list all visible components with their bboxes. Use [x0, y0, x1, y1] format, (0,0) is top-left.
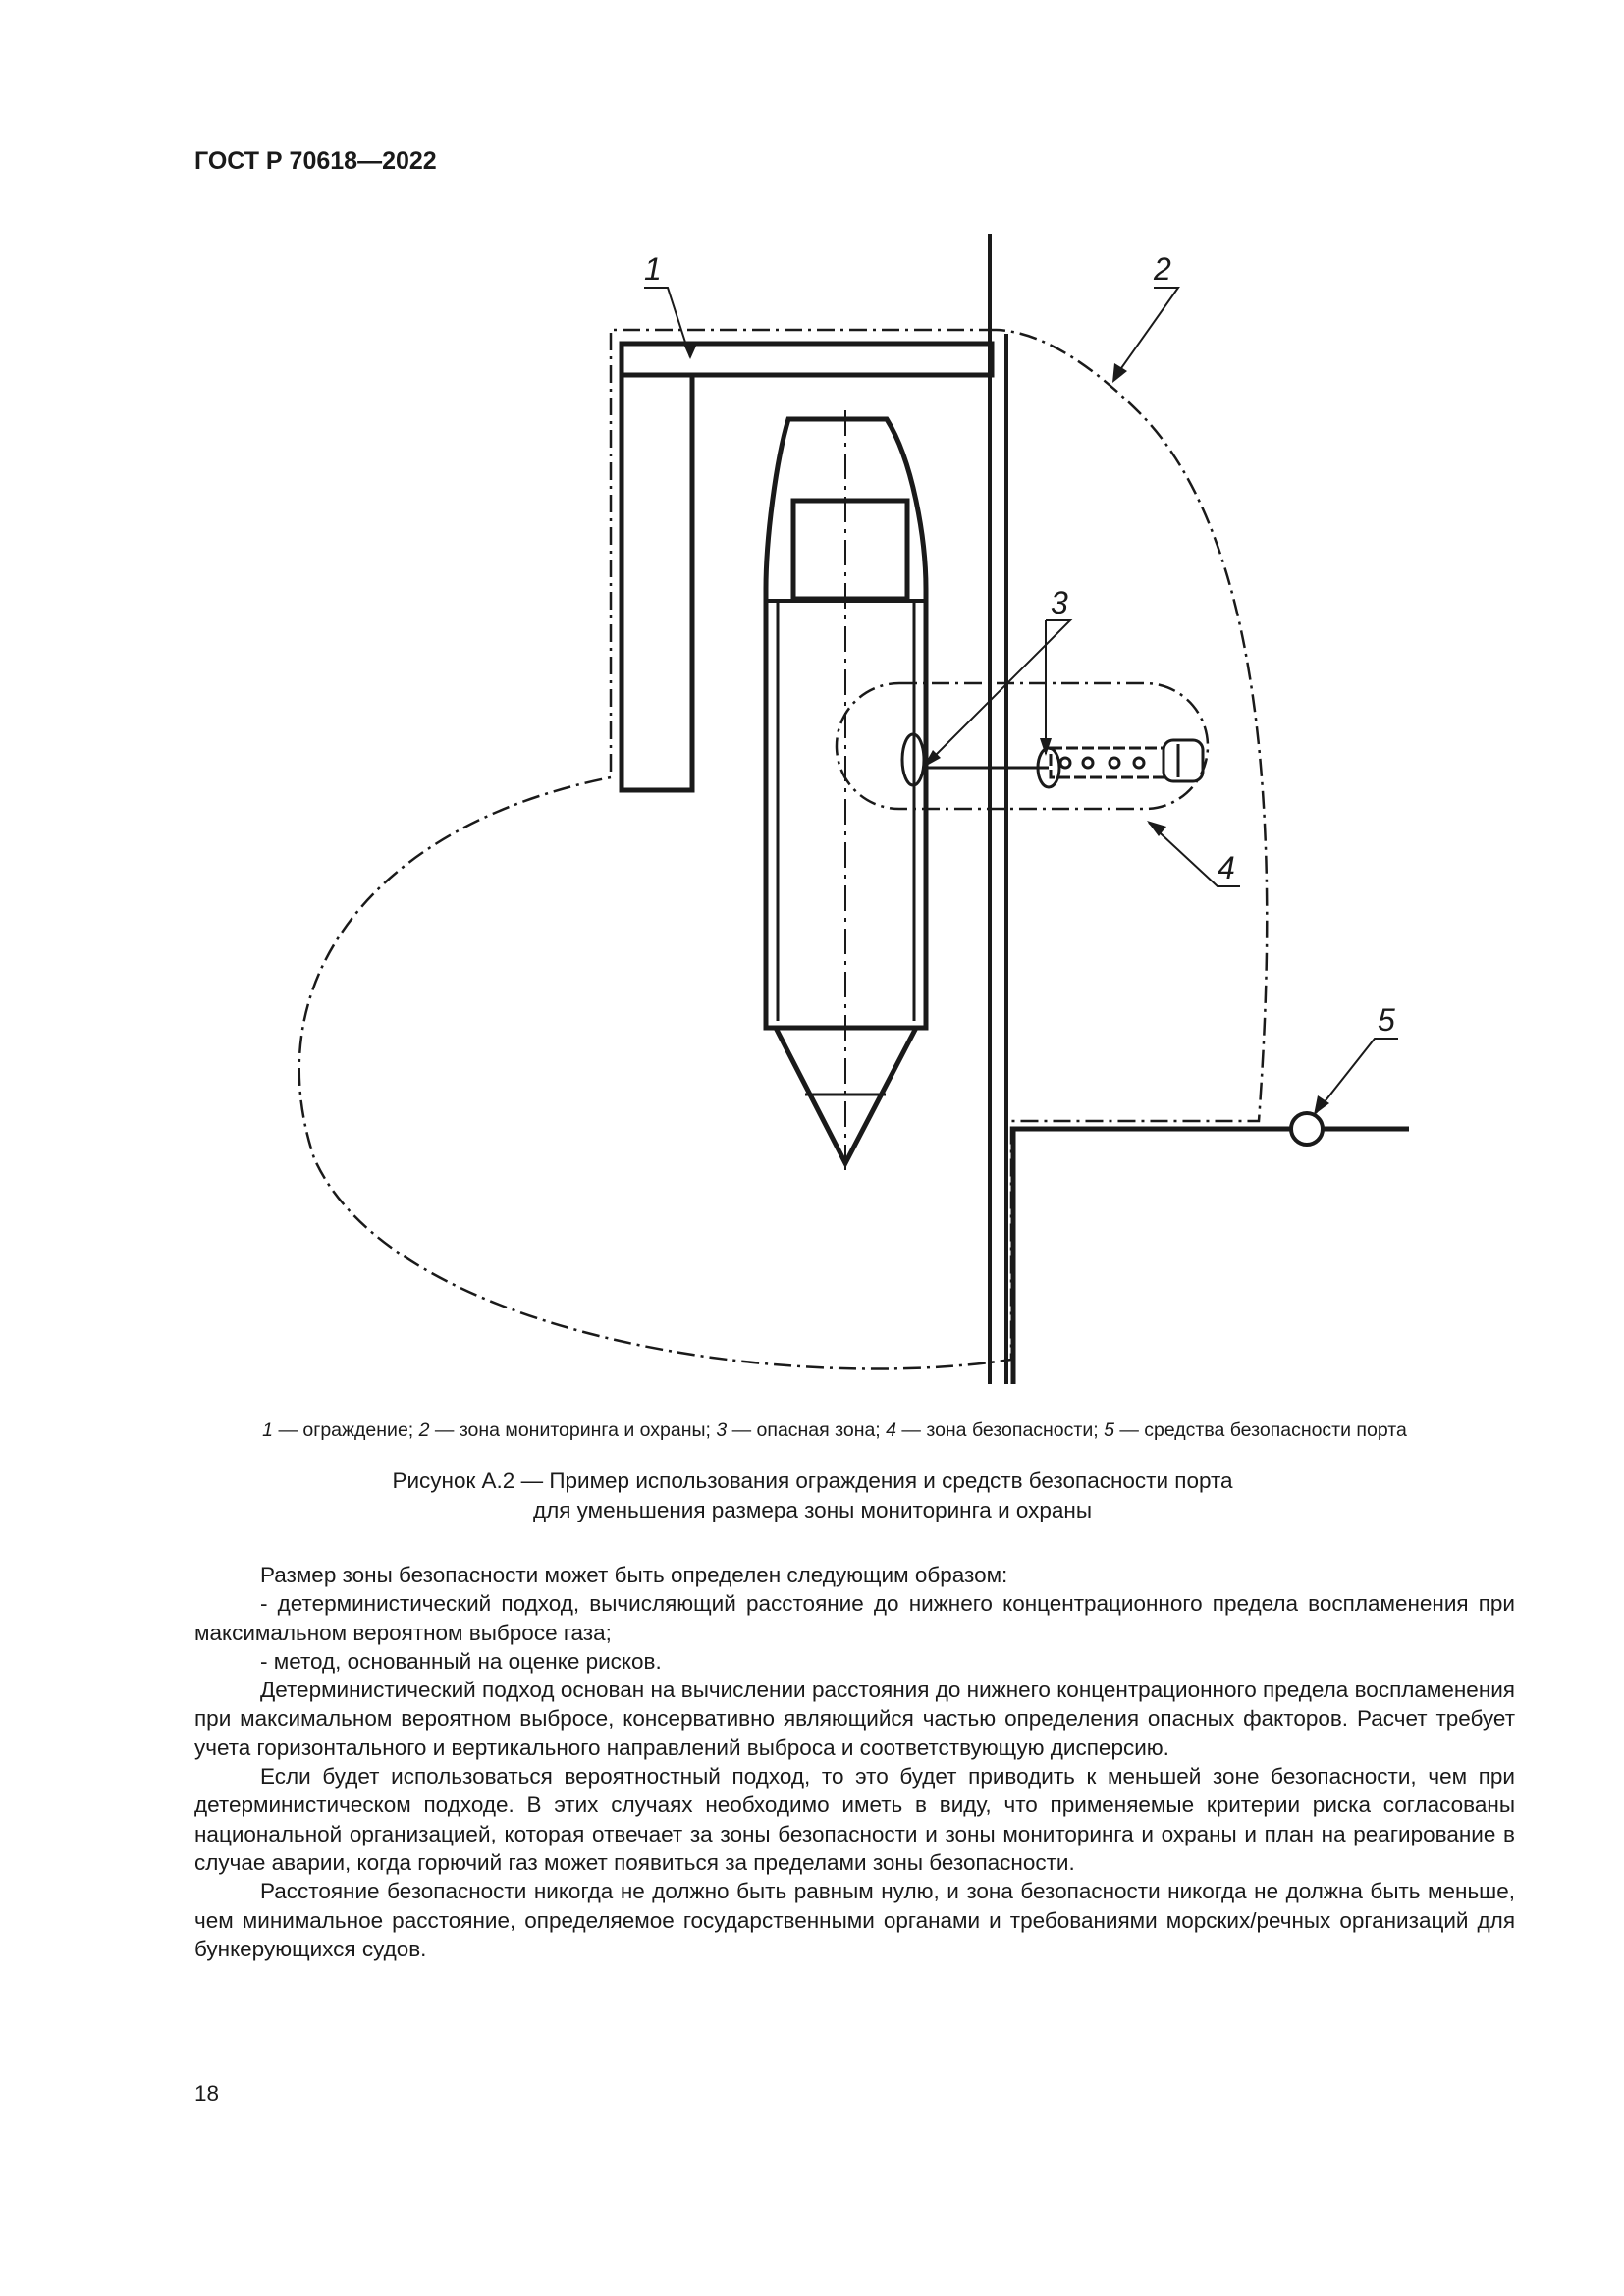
- port-safety-device: [1291, 1113, 1323, 1145]
- legend-text-3: — опасная зона;: [727, 1419, 887, 1441]
- monitoring-zone-boundary: [299, 330, 1268, 1369]
- caption-line-1: Рисунок А.2 — Пример использования ограждения и средств безопасности порта: [392, 1468, 1233, 1493]
- figure-caption: [196, 1467, 1429, 1525]
- callout-1: 1: [644, 251, 662, 287]
- callout-3: 3: [1051, 585, 1068, 620]
- legend-num-2: 2: [418, 1419, 430, 1441]
- page-number: 18: [194, 2081, 220, 2106]
- legend-num-3: 3: [716, 1419, 728, 1441]
- paragraph-1: Размер зоны безопасности может быть определен следующим образом:: [260, 1563, 1008, 1587]
- jetty-outline: [1013, 1129, 1409, 1384]
- arrow-2: [1112, 363, 1127, 383]
- caption-line-2: для уменьшения размера зоны мониторинга и охраны: [532, 1498, 1093, 1522]
- body-text: [194, 1561, 1515, 1963]
- ship-deckhouse: [793, 501, 907, 599]
- safety-zone-boundary: [837, 683, 1208, 809]
- callout-4: 4: [1218, 850, 1235, 885]
- legend-num-4: 4: [886, 1419, 897, 1441]
- arrow-1: [682, 342, 698, 359]
- paragraph-3: - метод, основанный на оценке рисков.: [260, 1648, 662, 1674]
- legend-num-5: 5: [1104, 1419, 1114, 1441]
- callout-2: 2: [1154, 251, 1171, 287]
- legend-num-1: 1: [262, 1419, 274, 1441]
- leader-5: [1316, 1039, 1398, 1113]
- arrow-4: [1147, 821, 1166, 836]
- legend-text-2: — зона мониторинга и охраны;: [429, 1419, 717, 1441]
- legend-text-1: — ограждение;: [273, 1419, 419, 1441]
- leader-1: [644, 288, 690, 357]
- document-code-header: ГОСТ Р 70618—2022: [194, 147, 437, 175]
- bunker-truck: [1051, 740, 1203, 781]
- paragraph-5: Если будет использоваться вероятностный подход, то это будет приводить к меньшей зоне безопасности, чем при детерминистическом подходе. В этих случаях необходимо иметь в виду, что применяемые критерии риска согласованы национальной организацией, которая отвечает за зоны безопасности и зоны мониторинга и охраны и план на реагирование в случае аварии, когда горючий газ может появиться за пределами зоны безопасности.: [194, 1764, 1515, 1875]
- legend-text-5: — средства безопасности порта: [1113, 1419, 1407, 1441]
- leader-2: [1114, 288, 1178, 378]
- paragraph-2: - детерминистический подход, вычисляющий расстояние до нижнего концентрационного предела воспламенения при максимальном вероятном выбросе газа;: [194, 1591, 1515, 1645]
- paragraph-4: Детерминистический подход основан на вычислении расстояния до нижнего концентрационного предела воспламенения при максимальном вероятном выбросе, консервативно являющийся частью определения опасных факторов. Расчет требует учета горизонтального и вертикального направлений выброса и соответствующую дисперсию.: [194, 1678, 1515, 1760]
- figure-legend: [147, 1419, 1522, 1442]
- callout-5: 5: [1378, 1002, 1395, 1038]
- paragraph-6: Расстояние безопасности никогда не должно быть равным нулю, и зона безопасности никогда не должна быть меньше, чем минимальное расстояние, определяемое государственными органами и требованиями морских/речных организаций для бункерующихся судов.: [194, 1879, 1515, 1961]
- legend-text-4: — зона безопасности;: [896, 1419, 1105, 1441]
- fence-structure: [622, 344, 992, 790]
